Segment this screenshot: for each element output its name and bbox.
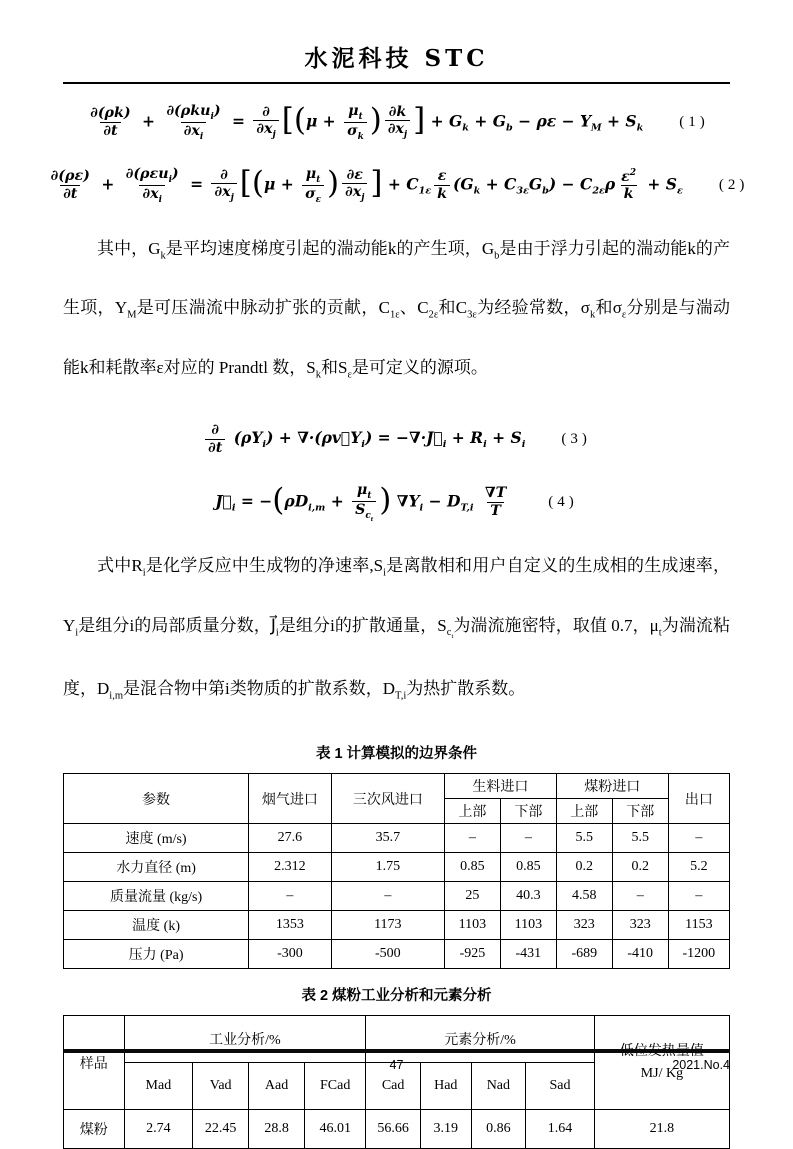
cell: 0.2 (556, 853, 612, 882)
cell: -689 (556, 940, 612, 969)
cell: 0.86 (471, 1110, 526, 1149)
equation-3-number: (3) (561, 430, 591, 447)
journal-title: 水泥科技 STC (304, 45, 489, 72)
col-cad: Cad (366, 1063, 421, 1110)
cell: 28.8 (249, 1110, 305, 1149)
cell: – (668, 882, 729, 911)
cell: 5.2 (668, 853, 729, 882)
cell: 1.64 (526, 1110, 595, 1149)
cell: 40.3 (500, 882, 556, 911)
row-label: 温度 (k) (64, 911, 249, 940)
equations-species-transport (63, 414, 730, 527)
cell: -1200 (668, 940, 729, 969)
cell: 21.8 (594, 1110, 729, 1149)
equation-2 (50, 160, 749, 210)
cell: 323 (556, 911, 612, 940)
cell: – (444, 824, 500, 853)
cell: -410 (612, 940, 668, 969)
issue-number: 2021.No.4 (672, 1058, 730, 1072)
row-label: 质量流量 (kg/s) (64, 882, 249, 911)
row-label: 压力 (Pa) (64, 940, 249, 969)
table2-header-ultimate: 元素分析/% (366, 1016, 594, 1063)
page-header (63, 40, 730, 84)
table1-header-flue-gas: 烟气进口 (249, 774, 332, 824)
equation-3 (63, 414, 730, 464)
table1-header-coal: 煤粉进口 (556, 774, 668, 799)
cell: 1353 (249, 911, 332, 940)
lhv-label-line2: MJ/ Kg (640, 1065, 684, 1081)
col-had: Had (420, 1063, 471, 1110)
cell: -431 (500, 940, 556, 969)
col-mad: Mad (124, 1063, 193, 1110)
cell: – (331, 882, 444, 911)
table1-header-tertiary-air: 三次风进口 (331, 774, 444, 824)
equation-4 (63, 477, 730, 527)
cell: 0.85 (500, 853, 556, 882)
cell: 2.74 (124, 1110, 193, 1149)
cell: 323 (612, 911, 668, 940)
equation-1-body: $\frac{\partial(\rho k)}{\partial t}$ + $\frac{\partial(\rho ku_i)}{\partial x_i}$ = $\frac{\partial}{\partial x_j}$ [(μ + $\frac{\mu_t}{\sigma_k}$ ) $\frac{\partial k}{\partial x_j}$ ] + $G_k + G_b - \rho\varepsilon - Y_M + S_k$ (90, 101, 644, 142)
cell: 27.6 (249, 824, 332, 853)
cell: 1153 (668, 911, 729, 940)
table1-caption: 表 1 计算模拟的边界条件 (315, 746, 478, 763)
col-fcad: FCad (305, 1063, 366, 1110)
table-coal-analysis (63, 1015, 730, 1149)
table1-header-upper: 上部 (444, 799, 500, 824)
header-rule (63, 82, 730, 84)
table1-header-lower: 下部 (500, 799, 556, 824)
table1-header-upper: 上部 (556, 799, 612, 824)
table-boundary-conditions (63, 773, 730, 969)
cell: 5.5 (612, 824, 668, 853)
equation-4-number: (4) (548, 493, 578, 510)
row-label: 水力直径 (m) (64, 853, 249, 882)
table-row (64, 1110, 730, 1149)
cell: -925 (444, 940, 500, 969)
table2-header-sample: 样品 (64, 1016, 125, 1110)
cell: -500 (331, 940, 444, 969)
cell: – (249, 882, 332, 911)
table-row (64, 940, 730, 969)
table1-header-param: 参数 (64, 774, 249, 824)
footer-rule (63, 1049, 730, 1053)
cell: 1103 (500, 911, 556, 940)
cell: -300 (249, 940, 332, 969)
paragraph-turbulence-terms: 其中，$G_k$是平均速度梯度引起的湍动能k的产生项，$G_b$是由于浮力引起的湍动能k的产生项，$Y_M$是可压湍流中脉动扩张的贡献，$C_{1\varepsilon}$、$C_{2\varepsilon}$和$C_{3\varepsilon}$为经验常数，$\sigma_k$和$\sigma_\varepsilon$分别是与湍动能k和耗散率ε对应的 Prandtl 数，$S_k$和$S_\varepsilon$是可定义的源项。 (63, 239, 731, 381)
table-row (64, 911, 730, 940)
table2-header-proximate: 工业分析/% (124, 1016, 366, 1063)
col-aad: Aad (249, 1063, 305, 1110)
equation-4-body: $J⃗_i = -(\rho D_{i,m}$ + $\frac{\mu_t}{S_{c_t}}$ ) $\nabla Y_i - D_{T,i}$ $\frac{\nabla T}{T}$ (215, 481, 507, 523)
table1-header-lower: 下部 (612, 799, 668, 824)
page-footer (63, 1049, 730, 1072)
table1-header-row-1 (64, 774, 730, 799)
table1-header-outlet: 出口 (668, 774, 729, 824)
cell: 0.85 (444, 853, 500, 882)
col-sad: Sad (526, 1063, 595, 1110)
paragraph-species-terms: 式中$R_i$是化学反应中生成物的净速率$,S_i$是离散相和用户自定义的生成相的生成速率，$Y_i$是组分i的局部质量分数，$J⃗_i$是组分i的扩散通量，$S_{c_t}$为湍流施密特，取值 0.7，$\mu_t$为湍流粘度，$D_{i,m}$是混合物中第i类物质的扩散系数，$D_{T,i}$为热扩散系数。 (63, 556, 730, 702)
cell: 1.75 (331, 853, 444, 882)
table-row (64, 824, 730, 853)
cell: 5.5 (556, 824, 612, 853)
cell: 25 (444, 882, 500, 911)
col-vad: Vad (193, 1063, 249, 1110)
table-row (64, 882, 730, 911)
row-label: 煤粉 (64, 1110, 125, 1149)
table2-caption: 表 2 煤粉工业分析和元素分析 (301, 988, 492, 1005)
equation-2-body: $\frac{\partial(\rho\varepsilon)}{\partial t}$ + $\frac{\partial(\rho\varepsilon u_i)}{\partial x_i}$ = $\frac{\partial}{\partial x_j}$ [(μ + $\frac{\mu_t}{\sigma_\varepsilon}$ ) $\frac{\partial\varepsilon}{\partial x_j}$ ] + $C_{1\varepsilon}$ $\frac{\varepsilon}{k}$ $(G_k + C_{3\varepsilon}G_b) - C_{2\varepsilon}\rho$ $\frac{\varepsilon^2}{k}$ + $S_\varepsilon$ (50, 164, 683, 205)
cell: – (668, 824, 729, 853)
cell: 22.45 (193, 1110, 249, 1149)
cell: 4.58 (556, 882, 612, 911)
cell: 1103 (444, 911, 500, 940)
equation-2-number: (2) (718, 176, 749, 193)
cell: – (612, 882, 668, 911)
cell: 0.2 (612, 853, 668, 882)
cell: 3.19 (420, 1110, 471, 1149)
cell: 56.66 (366, 1110, 421, 1149)
page-number: 47 (389, 1058, 404, 1072)
table1-header-raw-meal: 生料进口 (444, 774, 556, 799)
cell: 46.01 (305, 1110, 366, 1149)
equation-3-body: $\frac{\partial}{\partial t}$ $(\rho Y_i)$ + $\nabla\cdot(\rho v⃗Y_i)$ = $-\nabla\cdot J⃗_i + R_i + S_i$ (202, 422, 525, 456)
col-nad: Nad (471, 1063, 526, 1110)
table-row (64, 853, 730, 882)
equations-k-epsilon (50, 97, 749, 210)
equation-1 (63, 97, 730, 147)
row-label: 速度 (m/s) (64, 824, 249, 853)
cell: 1173 (331, 911, 444, 940)
cell: – (500, 824, 556, 853)
footer-row (63, 1058, 730, 1072)
cell: 35.7 (331, 824, 444, 853)
cell: 2.312 (249, 853, 332, 882)
equation-1-number: (1) (679, 113, 709, 130)
